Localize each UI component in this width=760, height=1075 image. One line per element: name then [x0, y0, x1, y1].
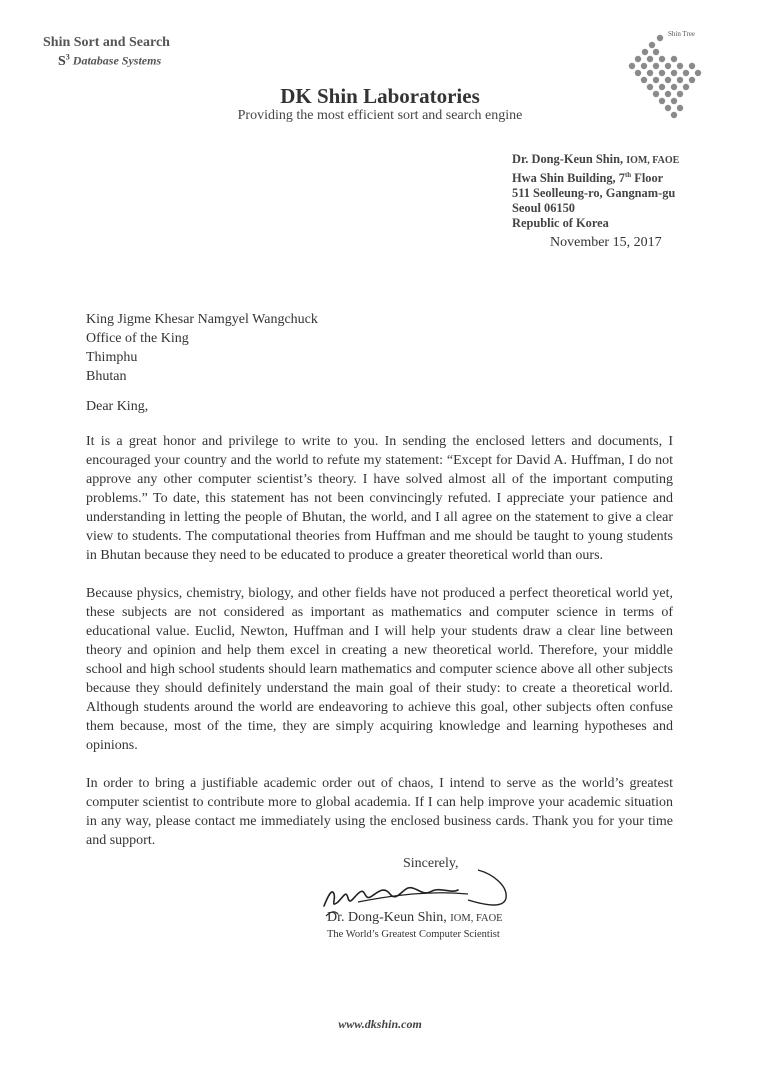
logo-dot [677, 105, 683, 111]
sender-country: Republic of Korea [512, 216, 609, 231]
logo-label: Shin Tree [668, 30, 696, 38]
logo-dot [671, 70, 677, 76]
body-paragraph: Because physics, chemistry, biology, and other fields have not produced a perfect theoretical world yet, these subjects are not considered as important as mathematics and computer science in terms of educational value. Euclid, Newton, Huffman and I will help your students draw a clear line between theory and opinion and help them excel in creating a new theoretical world. Therefore, your middle school and high school students should learn mathematics and computer science above all other subjects because they should definitely understand the main goal of their study: to create a theoretical world. Although students around the world are endeavoring to achieve this goal, other subjects often confuse them because, most of the time, they are simply acquiring knowledge and learning hypotheses and opinions. [86, 586, 673, 753]
logo-dot [641, 63, 647, 69]
logo-dot [659, 84, 665, 90]
recipient-country: Bhutan [86, 369, 127, 384]
brand-subtitle [58, 52, 161, 70]
logo-dot [671, 98, 677, 104]
logo-dot [653, 63, 659, 69]
logo-dot [642, 49, 648, 55]
body-paragraph: In order to bring a justifiable academic order out of chaos, I intend to serve as the world’s greatest computer scientist to contribute more to global academia. If I can help improve your academic situation in any way, please contact me immediately using the enclosed business cards. Thank you for your time and support. [86, 776, 673, 848]
logo-dot [677, 77, 683, 83]
logo-dot [665, 77, 671, 83]
logo-dot [677, 91, 683, 97]
logo-dot [641, 77, 647, 83]
tagline: Providing the most efficient sort and search engine [237, 108, 523, 123]
body-paragraph: It is a great honor and privilege to write to you. In sending the enclosed letters and documents, I encouraged your country and the world to refute my statement: “Except for David A. Huffman, I do not approve any other computer scientist’s theory. I have solved almost all of the important computing problems.” To date, this statement has not been convincingly refuted. I appreciate your patience and understanding in letting the people of Bhutan, the world, and I all agree on the statement to give a clear view to students. The computational theories from Huffman and me should be taught to young students in Bhutan because they need to be educated to produce a greater theoretical world than ours. [86, 434, 673, 563]
recipient-address [86, 310, 318, 386]
sender-name-line: Dr. Dong-Keun Shin, IOM, FAOE [512, 152, 680, 166]
logo-dot [665, 63, 671, 69]
logo-dot [647, 56, 653, 62]
sender-building: Hwa Shin Building, 7th Floor [512, 171, 664, 186]
letter-date: November 15, 2017 [550, 235, 662, 250]
recipient-name: King Jigme Khesar Namgyel Wangchuck [86, 312, 318, 327]
logo-dot [635, 70, 641, 76]
brand-mark: $S^3$ [58, 52, 70, 69]
logo-dot [653, 49, 659, 55]
logo-dot [689, 63, 695, 69]
logo-dot [659, 98, 665, 104]
logo-dot [677, 63, 683, 69]
logo-dot [683, 84, 689, 90]
logo-dot [629, 63, 635, 69]
logo-dot [657, 35, 663, 41]
shin-tree-dots-icon [612, 28, 712, 128]
logo-dot [647, 84, 653, 90]
logo-dot [649, 42, 655, 48]
logo-dot [659, 70, 665, 76]
brand-sub-text: Database Systems [72, 53, 162, 68]
lab-name: DK Shin Laboratories [280, 84, 480, 108]
sender-address [512, 152, 679, 231]
sender-city: Seoul 06150 [512, 201, 575, 216]
logo-dot [647, 70, 653, 76]
logo-dot [671, 56, 677, 62]
logo-dot [653, 77, 659, 83]
recipient-office: Office of the King [86, 331, 189, 346]
logo-dot [671, 84, 677, 90]
logo-dot [665, 105, 671, 111]
logo-dot [683, 70, 689, 76]
closing: Sincerely, [403, 856, 459, 871]
recipient-city: Thimphu [86, 350, 138, 365]
logo-dot [689, 77, 695, 83]
logo-dot [653, 91, 659, 97]
logo-dot [635, 56, 641, 62]
brand-name: Shin Sort and Search [43, 35, 170, 50]
signer-title: The World’s Greatest Computer Scientist [327, 929, 500, 940]
footer-website: www.dkshin.com [338, 1017, 422, 1031]
sender-street: 511 Seolleung-ro, Gangnam-gu [512, 186, 676, 201]
logo-dot [671, 112, 677, 118]
logo-dot [665, 91, 671, 97]
signer-name: Dr. Dong-Keun Shin, IOM, FAOE [327, 910, 503, 925]
salutation: Dear King, [86, 399, 149, 414]
logo-dot [695, 70, 701, 76]
logo-dot [659, 56, 665, 62]
